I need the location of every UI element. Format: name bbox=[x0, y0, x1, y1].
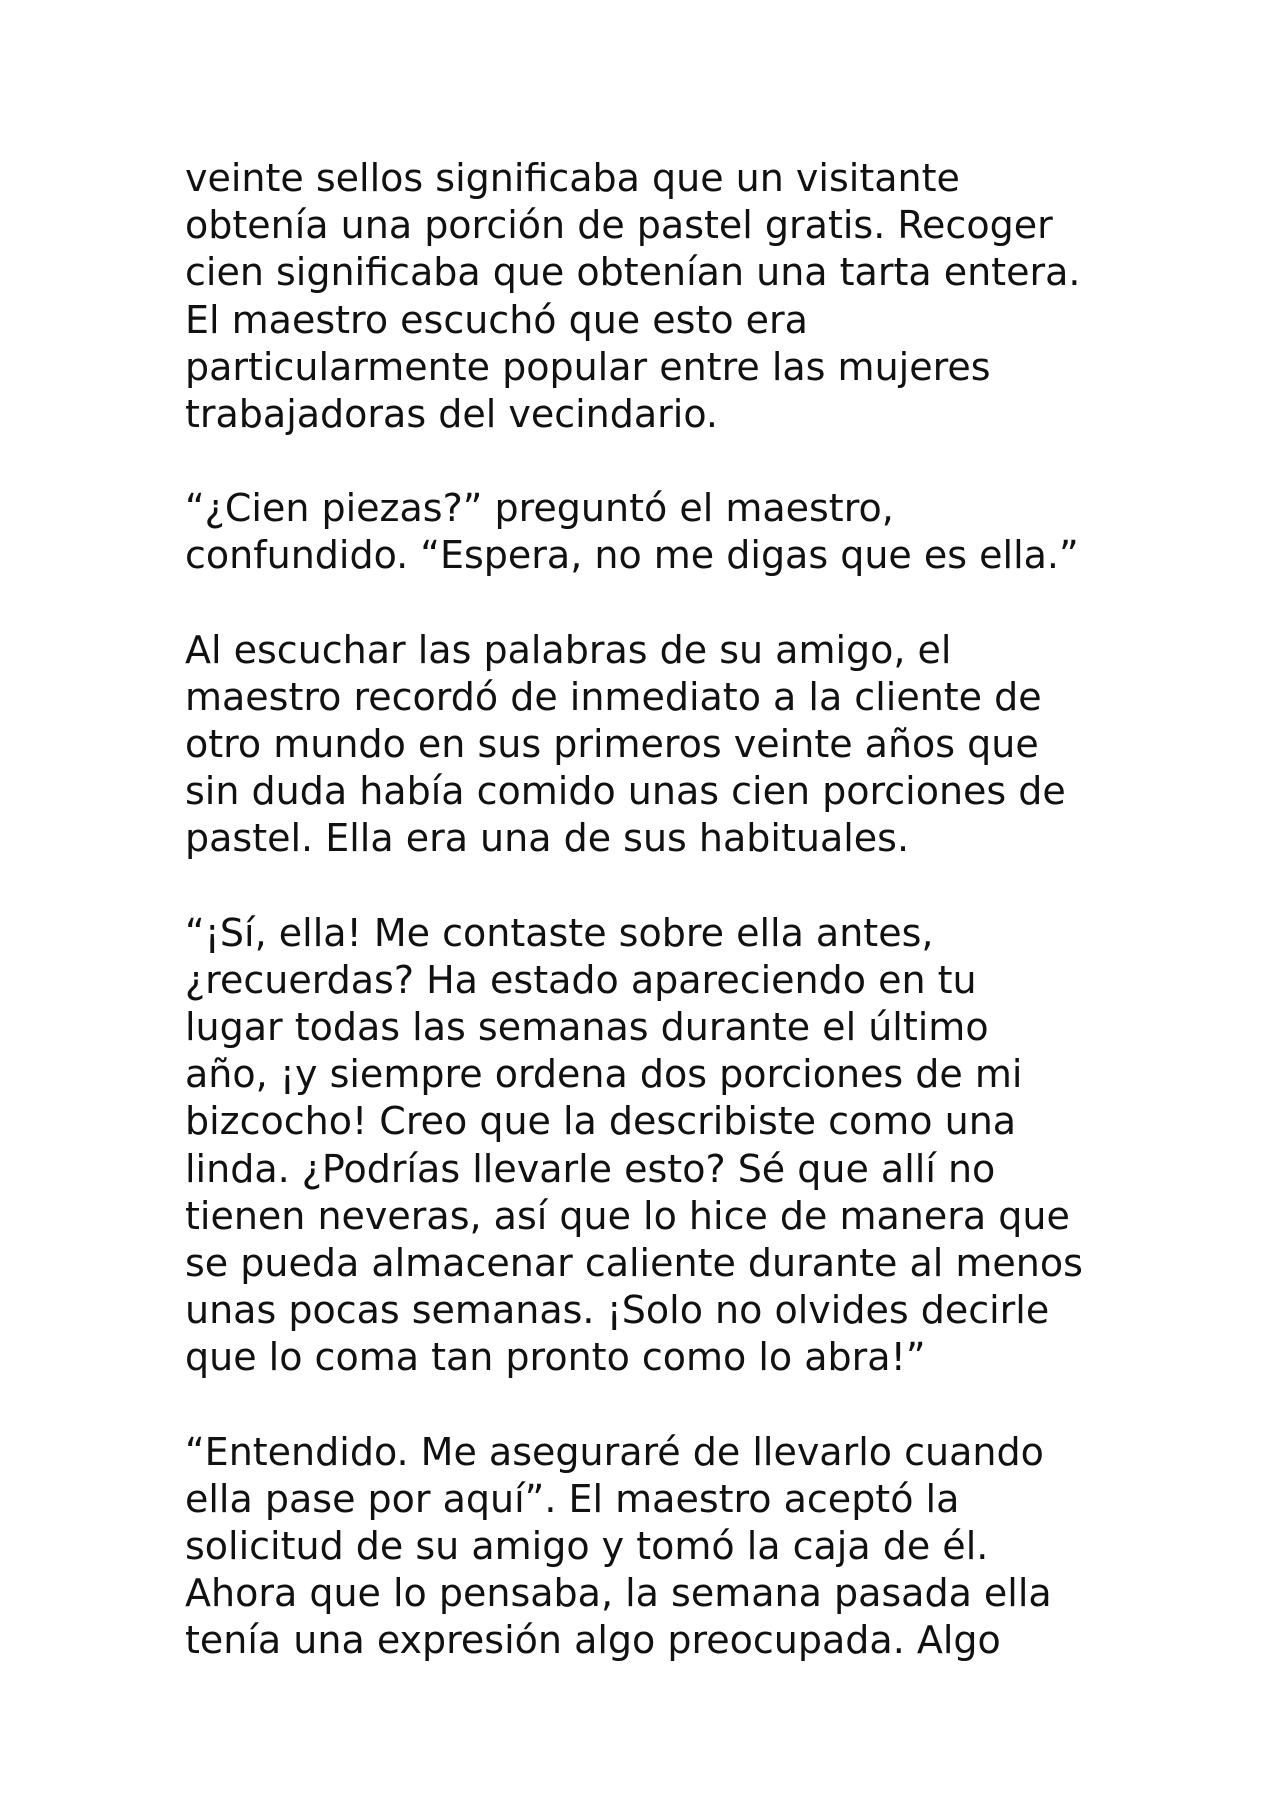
text-line: lugar todas las semanas durante el último bbox=[185, 1005, 989, 1050]
paragraph-3 bbox=[185, 627, 1125, 863]
text-line: año, ¡y siempre ordena dos porciones de mi bbox=[185, 1052, 1023, 1097]
text-line: linda. ¿Podrías llevarle esto? Sé que allí no bbox=[185, 1146, 996, 1191]
text-line: maestro recordó de inmediato a la cliente de bbox=[185, 674, 1042, 719]
text-line: veinte sellos significaba que un visitante bbox=[185, 156, 960, 200]
text-line: trabajadoras del vecindario. bbox=[185, 392, 719, 437]
text-line: unas pocas semanas. ¡Solo no olvides decirle bbox=[185, 1288, 1050, 1333]
text-line: tenía una expresión algo preocupada. Algo bbox=[185, 1618, 1001, 1663]
text-line: particularmente popular entre las mujeres bbox=[185, 344, 991, 389]
paragraph-5 bbox=[185, 1429, 1125, 1665]
text-line: sin duda había comido unas cien porciones de bbox=[185, 769, 1066, 814]
text-line: “Entendido. Me aseguraré de llevarlo cuando bbox=[185, 1429, 1044, 1474]
text-line: El maestro escuchó que esto era bbox=[185, 297, 808, 342]
body-text bbox=[185, 155, 1125, 1712]
text-line: ¿recuerdas? Ha estado apareciendo en tu bbox=[185, 957, 977, 1002]
text-line: ella pase por aquí”. El maestro aceptó la bbox=[185, 1476, 960, 1521]
paragraph-2 bbox=[185, 485, 1125, 579]
text-line: Ahora que lo pensaba, la semana pasada ella bbox=[185, 1571, 1052, 1616]
text-line: solicitud de su amigo y tomó la caja de él. bbox=[185, 1524, 989, 1569]
text-line: obtenía una porción de pastel gratis. Recoger bbox=[185, 203, 1053, 248]
text-line: “¡Sí, ella! Me contaste sobre ella antes, bbox=[185, 910, 934, 955]
text-line: Al escuchar las palabras de su amigo, el bbox=[185, 627, 952, 672]
paragraph-4 bbox=[185, 910, 1125, 1382]
text-line: tienen neveras, así que lo hice de manera que bbox=[185, 1193, 1070, 1238]
text-line: confundido. “Espera, no me digas que es ella.” bbox=[185, 533, 1079, 578]
text-line: que lo coma tan pronto como lo abra!” bbox=[185, 1335, 926, 1380]
text-line: otro mundo en sus primeros veinte años que bbox=[185, 722, 1039, 767]
text-line: cien significaba que obtenían una tarta entera. bbox=[185, 250, 1081, 295]
text-line: bizcocho! Creo que la describiste como una bbox=[185, 1099, 1017, 1144]
text-line: “¿Cien piezas?” preguntó el maestro, bbox=[185, 486, 894, 531]
text-line: se pueda almacenar caliente durante al menos bbox=[185, 1241, 1083, 1286]
text-line: pastel. Ella era una de sus habituales. bbox=[185, 816, 910, 861]
paragraph-1 bbox=[185, 155, 1125, 438]
